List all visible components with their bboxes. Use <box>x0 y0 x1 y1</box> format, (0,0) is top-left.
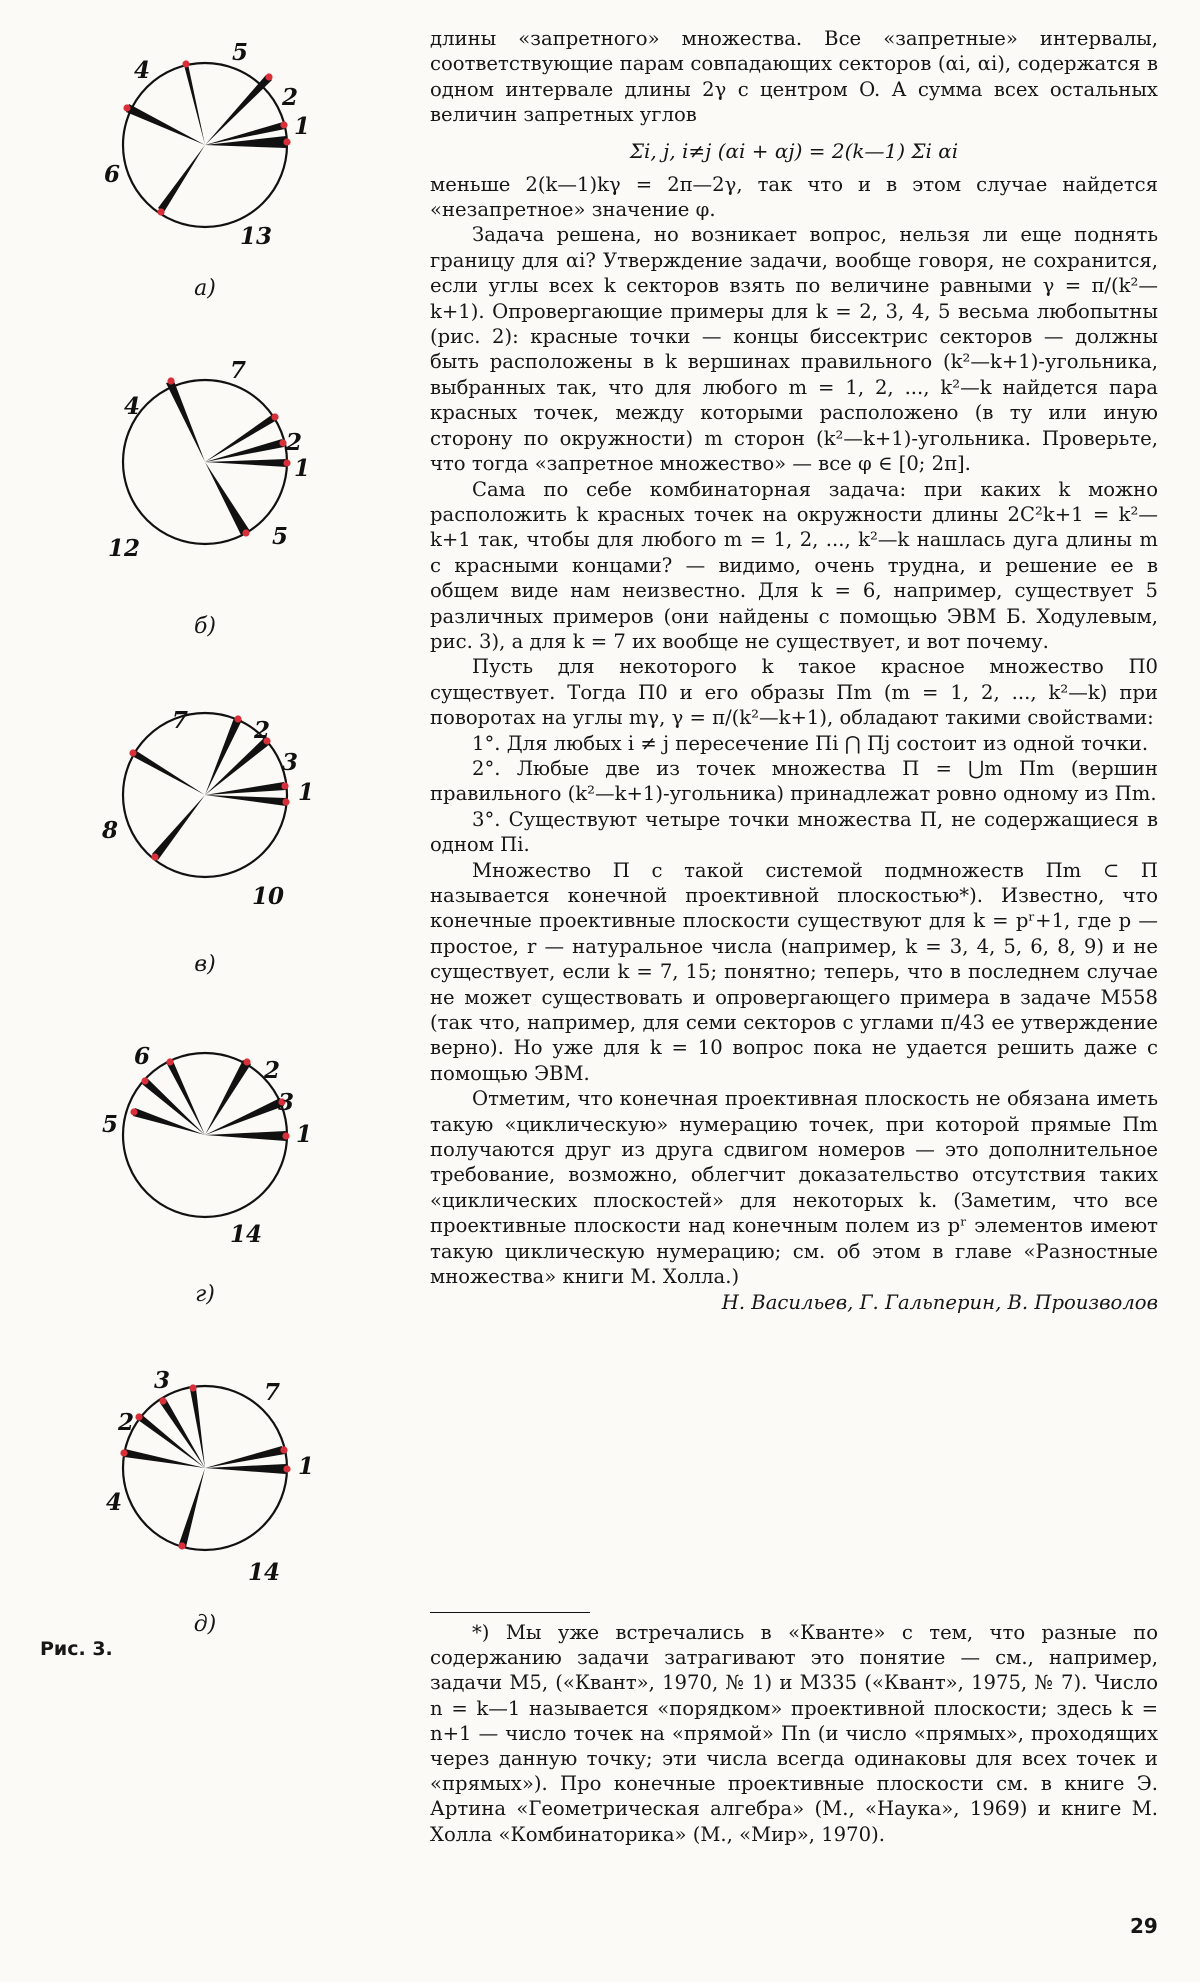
sector <box>205 1131 286 1141</box>
footnote <box>430 1620 1158 1847</box>
sector <box>205 459 287 467</box>
sector-label: 14 <box>230 1221 263 1248</box>
red-point <box>151 853 158 860</box>
paragraph: Пусть для некоторого k такое красное множество Π0 существует. Тогда Π0 и его образы Πm (m = 1, 2, ..., k²—k) при поворотах на углы mγ, γ = π/(k²—k+1), обладают такими свойствами: <box>430 655 1158 730</box>
sector-label: 1 <box>296 1121 313 1148</box>
red-point <box>178 1542 185 1549</box>
sector-label: 5 <box>272 523 289 550</box>
red-point <box>130 1108 137 1115</box>
property-1: 1°. Для любых i ≠ j пересечение Πi ⋂ Πj состоит из одной точки. <box>472 731 1149 755</box>
property-3: 3°. Существуют четыре точки множества Π, не содержащиеся в одном Πi. <box>430 807 1158 857</box>
sector-label: 2 <box>118 1409 135 1436</box>
red-point <box>271 413 278 420</box>
red-point <box>281 782 288 789</box>
formula: Σi, j, i≠j (αi + αj) = 2(k—1) Σi αi <box>629 138 959 163</box>
red-point <box>159 1397 166 1404</box>
red-point <box>280 121 287 128</box>
sector <box>152 795 205 860</box>
red-point <box>265 73 272 80</box>
sector <box>205 718 242 795</box>
sector <box>205 795 286 806</box>
sector-label: 2 <box>264 1057 281 1084</box>
figure-b-diagram <box>60 350 350 580</box>
sector-label: 4 <box>124 393 141 420</box>
paragraph: Отметим, что конечная проективная плоскость не обязана иметь такую «циклическую» нумерацию точек, при которой прямые Πm получаются друг из друга сдвигом номеров — это дополнительное требование, возможно, облегчит доказательство отсутствия таких «циклических плоскостей» для некоторых k. (Заметим, что все проективные плоскости над конечным полем из pʳ элементов имеют такую циклическую нумерацию; см. об этом в главе «Разностные множества» книги М. Холла.) <box>430 1087 1158 1289</box>
red-point <box>120 1449 127 1456</box>
sector-label: 8 <box>102 817 119 844</box>
figure-letter: в) <box>194 952 216 977</box>
paragraph: Сама по себе комбинаторная задача: при каких k можно расположить k красных точек на окружности длины 2C²k+1 = k²—k+1 так, чтобы для любого m = 1, 2, ..., k²—k нашлась дуга длины m с красными концами? — видимо, очень трудна, и решение ее в общем виде нам неизвестно. Для k = 6, например, существует 5 различных примеров (они найдены с помощью ЭВМ Б. Ходулевым, рис. 3), а для k = 7 их вообще не существует, и вот почему. <box>430 477 1158 653</box>
sector-label: 2 <box>282 84 299 111</box>
sector-label: 7 <box>172 707 189 734</box>
sector <box>166 381 205 462</box>
sector-label: 12 <box>108 535 141 562</box>
red-point <box>283 1465 290 1472</box>
figure-d <box>60 1020 350 1307</box>
sector-label: 13 <box>240 223 273 250</box>
red-point <box>234 715 241 722</box>
sector-label: 7 <box>230 357 247 384</box>
red-point <box>141 1077 148 1084</box>
red-point <box>283 138 290 145</box>
paragraph: длины «запретного» множества. Все «запретные» интервалы, соответствующие парам совпадающих секторов (αi, αi), содержатся в одном интервале длины 2γ с центром O. А сумма всех остальных величин запретных углов <box>430 27 1158 127</box>
figure-a-diagram <box>60 30 350 260</box>
figure-e <box>60 1350 350 1637</box>
sector-label: 1 <box>294 113 311 140</box>
sector-label: 3 <box>278 1089 295 1116</box>
sector-label: 2 <box>286 429 303 456</box>
red-point <box>182 60 189 67</box>
figure-letter: г) <box>195 1282 215 1307</box>
paragraph: меньше 2(k—1)kγ = 2π—2γ, так что и в этом случае найдется «незапретное» значение φ. <box>430 172 1158 222</box>
paragraph: Задача решена, но возникает вопрос, нельзя ли еще поднять границу для αi? Утверждение задачи, вообще говоря, не сохранится, если углы всех k секторов взять по величине равными γ = π/(k²—k+1). Опровергающие примеры для k = 2, 3, 4, 5 весьма любопытны (рис. 2): красные точки — концы биссектрис секторов — должны быть расположены в k вершинах правильного (k²—k+1)-угольника, выбранных так, что для любого m = 1, 2, ..., k²—k найдется пара красных точек, между которыми расположено (в ту или иную сторону по окружности) m сторон (k²—k+1)-угольника. Проверьте, что тогда «запретное множество» — все φ ∈ [0; 2π]. <box>430 223 1158 476</box>
figure-a <box>60 30 350 301</box>
figure-b <box>60 350 350 639</box>
figure-d-diagram <box>60 1020 350 1250</box>
paragraph: Множество Π с такой системой подмножеств Πm ⊂ Π называется конечной проективной плоскостью*). Известно, что конечные проективные плоскости существуют для k = pʳ+1, где p — простое, r — натуральное числа (например, k = 3, 4, 5, 6, 8, 9) и не существует, если k = 7, 15; понятно; теперь, что в последнем случае не может существовать и опровергающего примера в задаче М558 (так что, например, для семи секторов с углами π/43 ее утверждение верно). Но уже для k = 10 вопрос пока не удается решить даже с помощью ЭВМ. <box>430 858 1158 1085</box>
figure-label: Рис. 3. <box>40 1638 113 1660</box>
red-point <box>282 798 289 805</box>
article-text <box>430 26 1158 1315</box>
sector-label: 5 <box>102 1111 119 1138</box>
property-2: 2°. Любые две из точек множества Π = ⋃m Πm (вершин правильного (k²—k+1)-угольника) принадлежат ровно одному из Πm. <box>430 756 1158 806</box>
red-point <box>242 529 249 536</box>
figure-e-diagram <box>60 1350 350 1580</box>
footnote-rule <box>430 1612 590 1613</box>
sector-label: 3 <box>282 749 299 776</box>
red-point <box>123 104 130 111</box>
author-signature: Н. Васильев, Г. Гальперин, В. Произволов <box>721 1290 1158 1314</box>
sector-label: 4 <box>106 1489 123 1516</box>
sector-label: 4 <box>134 57 151 84</box>
sector-label: 10 <box>252 883 285 910</box>
figure-letter: б) <box>193 614 216 639</box>
sector-label: 2 <box>254 717 271 744</box>
red-point <box>189 1384 196 1391</box>
sector <box>184 64 205 145</box>
sector-label: 6 <box>134 1043 151 1070</box>
figure-letter: д) <box>193 1612 217 1637</box>
sector <box>205 439 284 462</box>
sector <box>179 1468 205 1547</box>
page-number: 29 <box>1130 1914 1158 1938</box>
red-point <box>280 1446 287 1453</box>
sector-label: 1 <box>298 779 315 806</box>
sector-label: 5 <box>232 39 249 66</box>
figure-c-diagram <box>60 680 350 910</box>
red-point <box>283 459 290 466</box>
figure-c <box>60 680 350 977</box>
sector <box>205 462 250 535</box>
sector <box>158 145 205 212</box>
sector-label: 14 <box>248 1559 281 1580</box>
sector <box>205 75 272 145</box>
sector-label: 6 <box>104 161 121 188</box>
red-point <box>135 1413 142 1420</box>
red-point <box>282 1132 289 1139</box>
red-point <box>129 749 136 756</box>
footnote-text: *) Мы уже встречались в «Кванте» с тем, что разные по содержанию задачи затрагивают это понятие — см., например, задачи М5, («Квант», 1970, № 1) и М335 («Квант», 1975, № 7). Число n = k—1 называется «порядком» проективной плоскости; здесь k = n+1 — число точек на «прямой» Πn (и число «прямых», проходящих через данную точку; эти числа всегда одинаковы для всех точек и «прямых»). Про конечные проективные плоскости см. в книге Э. Артина «Геометрическая алгебра» (М., «Наука», 1969) и книге М. Холла «Комбинаторика» (М., «Мир», 1970). <box>430 1621 1158 1846</box>
sector-label: 1 <box>294 455 311 482</box>
red-point <box>166 1058 173 1065</box>
figure-letter: а) <box>194 276 216 301</box>
red-point <box>243 1058 250 1065</box>
red-point <box>167 377 174 384</box>
sector <box>126 104 205 145</box>
sector <box>132 750 205 795</box>
sector-label: 3 <box>154 1367 171 1394</box>
red-point <box>157 208 164 215</box>
sector-label: 1 <box>298 1453 315 1480</box>
sector-label: 7 <box>264 1379 281 1406</box>
